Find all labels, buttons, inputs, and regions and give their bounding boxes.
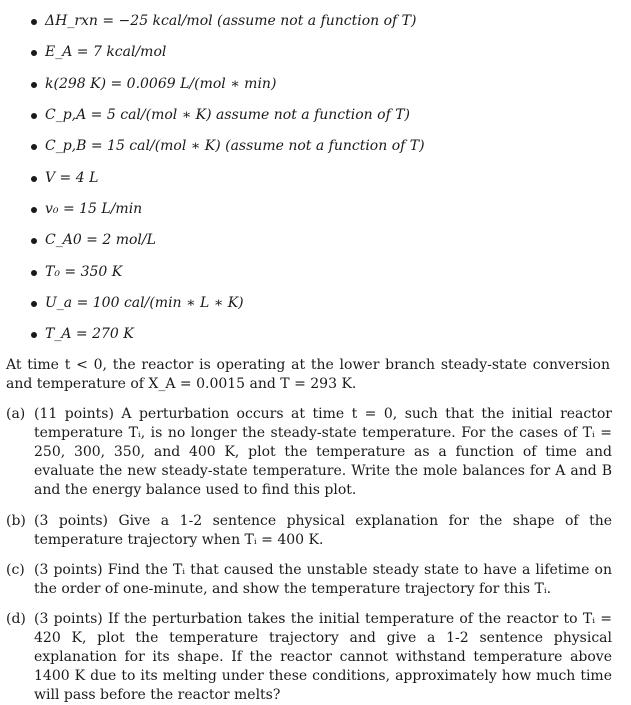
given-item: C_A0 = 2 mol/L — [0, 231, 600, 253]
bullet-icon — [31, 82, 37, 88]
bullet-icon — [31, 176, 37, 182]
given-item: v₀ = 15 L/min — [0, 200, 600, 222]
bullet-icon — [31, 238, 37, 244]
question-d — [6, 610, 612, 705]
given-item: k(298 K) = 0.0069 L/(mol ∗ min) — [0, 75, 600, 97]
bullet-icon — [31, 301, 37, 307]
question-text: (3 points) Find the Tᵢ that caused the unstable steady state to have a lifetime on the order of one-minute, and show the temperature trajectory for this Tᵢ. — [34, 562, 612, 597]
given-item: C_p,A = 5 cal/(mol ∗ K) assume not a function of T) — [0, 106, 600, 128]
given-item: U_a = 100 cal/(min ∗ L ∗ K) — [0, 294, 600, 316]
bullet-icon — [31, 50, 37, 56]
given-item: E_A = 7 kcal/mol — [0, 43, 600, 65]
given-item: T₀ = 350 K — [0, 263, 600, 285]
question-label: (b) — [6, 513, 26, 529]
question-text: (3 points) Give a 1-2 sentence physical explanation for the shape of the temperature trajectory when Tᵢ = 400 K. — [34, 513, 612, 548]
bullet-icon — [31, 144, 37, 150]
question-b — [6, 512, 612, 550]
bullet-icon — [31, 332, 37, 338]
question-text: (3 points) If the perturbation takes the initial temperature of the reactor to Tᵢ = 420 K, plot the temperature trajectory and give a 1-2 sentence physical explanation for its shape. If the reactor cannot withstand temperature above 1400 K due to its melting under these conditions, approximately how much time will pass before the reactor melts? — [34, 611, 612, 703]
question-text: (11 points) A perturbation occurs at time t = 0, such that the initial reactor temperature Tᵢ, is no longer the steady-state temperature. For the cases of Tᵢ = 250, 300, 350, and 400 K, plot the temperature as a function of time and evaluate the new steady-state temperature. Write the mole balances for A and B and the energy balance used to find this plot. — [34, 406, 612, 498]
question-c — [6, 561, 612, 599]
intro-paragraph: At time t < 0, the reactor is operating at the lower branch steady-state conversion and temperature of X_A = 0.0015 and T = 293 K. — [6, 357, 610, 392]
question-a — [6, 405, 612, 500]
given-item: T_A = 270 K — [0, 325, 600, 347]
bullet-icon — [31, 270, 37, 276]
given-item: ΔH_rxn = −25 kcal/mol (assume not a function of T) — [0, 12, 600, 34]
given-item: C_p,B = 15 cal/(mol ∗ K) (assume not a function of T) — [0, 137, 600, 159]
question-label: (a) — [6, 406, 26, 422]
bullet-icon — [31, 19, 37, 25]
bullet-icon — [31, 113, 37, 119]
question-label: (d) — [6, 611, 26, 627]
question-label: (c) — [6, 562, 25, 578]
given-item: V = 4 L — [0, 169, 600, 191]
bullet-icon — [31, 207, 37, 213]
